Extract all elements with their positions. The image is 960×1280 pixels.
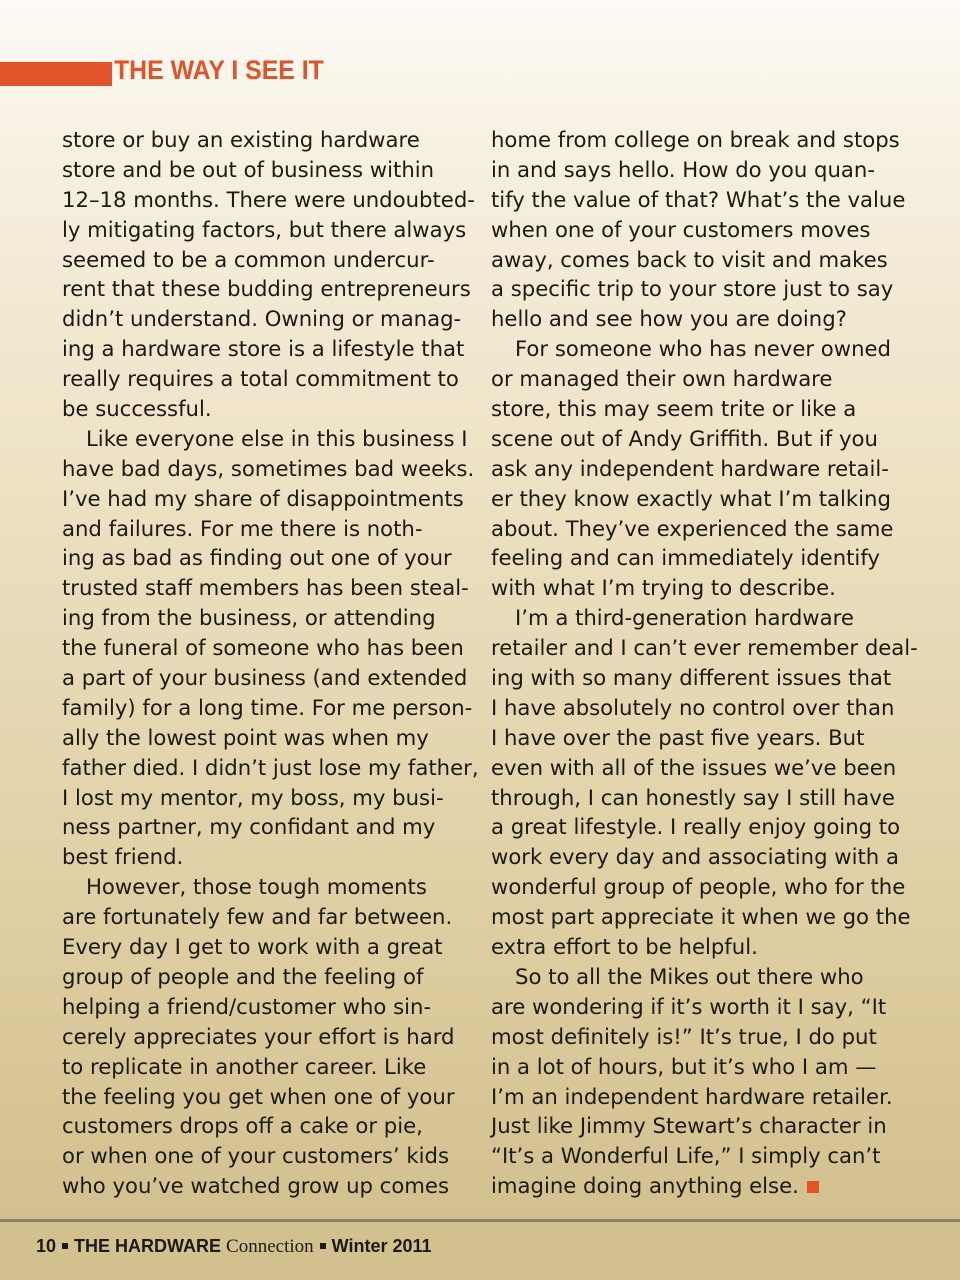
text-line: helping a friend/customer who sin- <box>62 993 432 1019</box>
text-line: ing with so many different issues that <box>491 665 892 691</box>
text-line: Every day I get to work with a great <box>62 934 443 960</box>
publication-name-serif: Connection <box>226 1236 314 1257</box>
text-line: I’m an independent hardware retailer. <box>491 1083 893 1109</box>
text-line: seemed to be a common undercur- <box>62 246 435 272</box>
text-line: ness partner, my confidant and my <box>62 814 436 840</box>
page-number: 10 <box>36 1236 57 1256</box>
paragraph-start-line: However, those tough moments <box>86 874 427 900</box>
text-line: ing as bad as finding out one of your <box>62 545 452 571</box>
paragraph-start-line: For someone who has never owned <box>515 336 892 362</box>
text-line: customers drops off a cake or pie, <box>62 1113 423 1139</box>
text-line: retailer and I can’t ever remember deal- <box>491 635 918 661</box>
text-line: in and says hello. How do you quan- <box>491 156 875 182</box>
text-line: the feeling you get when one of your <box>62 1083 455 1109</box>
text-line: are wondering if it’s worth it I say, “It <box>491 993 887 1019</box>
text-line: are fortunately few and far between. <box>62 904 453 930</box>
paragraph-start-line: I’m a third-generation hardware <box>515 605 854 631</box>
text-line: “It’s a Wonderful Life,” I simply can’t <box>491 1143 881 1169</box>
text-line: work every day and associating with a <box>491 844 899 870</box>
page-footer <box>36 1236 432 1258</box>
section-title: THE WAY I SEE IT <box>114 55 324 85</box>
text-line: a part of your business (and extended <box>62 665 468 691</box>
text-line: or managed their own hardware <box>491 366 833 392</box>
header-accent-bar <box>0 62 112 86</box>
text-line: scene out of Andy Griffith. But if you <box>491 425 878 451</box>
text-line: through, I can honestly say I still have <box>491 784 895 810</box>
text-line: cerely appreciates your effort is hard <box>62 1023 455 1049</box>
text-line: the funeral of someone who has been <box>62 635 464 661</box>
text-line: Just like Jimmy Stewart’s character in <box>491 1113 887 1139</box>
text-line: most part appreciate it when we go the <box>491 904 911 930</box>
text-line: ing a hardware store is a lifestyle that <box>62 336 465 362</box>
text-line: and failures. For me there is noth- <box>62 515 423 541</box>
issue-date: Winter 2011 <box>331 1236 432 1256</box>
text-line: hello and see how you are doing? <box>491 306 847 332</box>
text-line: ask any independent hardware retail- <box>491 455 889 481</box>
text-line: ally the lowest point was when my <box>62 724 429 750</box>
text-line: trusted staff members has been steal- <box>62 575 469 601</box>
text-line: rent that these budding entrepreneurs <box>62 276 471 302</box>
text-line: really requires a total commitment to <box>62 366 459 392</box>
text-line: most definitely is!” It’s true, I do put <box>491 1023 877 1049</box>
text-line: who you’ve watched grow up comes <box>62 1173 450 1199</box>
paragraph-start-line: So to all the Mikes out there who <box>515 963 864 989</box>
last-text-line <box>491 1171 939 1201</box>
text-line: didn’t understand. Owning or manag- <box>62 306 462 332</box>
text-line: about. They’ve experienced the same <box>491 515 894 541</box>
footer-rule <box>0 1219 960 1222</box>
text-line: even with all of the issues we’ve been <box>491 754 897 780</box>
text-line: a specific trip to your store just to say <box>491 276 894 302</box>
text-line: store or buy an existing hardware <box>62 127 420 152</box>
text-line: extra effort to be helpful. <box>491 934 758 960</box>
article-column-right <box>491 125 939 1201</box>
text-line: store, this may seem trite or like a <box>491 396 857 422</box>
text-line: family) for a long time. For me person- <box>62 694 473 720</box>
text-line: have bad days, sometimes bad weeks. <box>62 455 475 481</box>
text-line: er they know exactly what I’m talking <box>491 485 891 511</box>
publication-name: THE HARDWARE <box>74 1236 222 1256</box>
end-of-article-mark <box>807 1181 819 1193</box>
text-line: best friend. <box>62 844 184 870</box>
text-line: I lost my mentor, my boss, my busi- <box>62 784 444 810</box>
text-line: I have absolutely no control over than <box>491 694 895 720</box>
footer-separator-icon <box>62 1243 68 1249</box>
text-line: I have over the past five years. But <box>491 724 865 750</box>
footer-separator-icon <box>320 1243 326 1249</box>
text-line: I’ve had my share of disappointments <box>62 485 464 511</box>
text-line: to replicate in another career. Like <box>62 1053 427 1079</box>
text-line: father died. I didn’t just lose my father, <box>62 754 479 780</box>
text-line: home from college on break and stops <box>491 127 900 152</box>
text-line: wonderful group of people, who for the <box>491 874 906 900</box>
text-line: ing from the business, or attending <box>62 605 436 631</box>
text-line: with what I’m trying to describe. <box>491 575 836 601</box>
article-column-left <box>62 125 510 1201</box>
text-line: be successful. <box>62 396 212 422</box>
text-line-content: imagine doing anything else. <box>491 1173 799 1199</box>
text-line: in a lot of hours, but it’s who I am — <box>491 1053 877 1079</box>
text-line: a great lifestyle. I really enjoy going to <box>491 814 901 840</box>
text-line: feeling and can immediately identify <box>491 545 880 571</box>
text-line: or when one of your customers’ kids <box>62 1143 449 1169</box>
text-line: group of people and the feeling of <box>62 963 424 989</box>
text-line: store and be out of business within <box>62 156 435 182</box>
text-line: 12–18 months. There were undoubted- <box>62 186 475 212</box>
text-line: when one of your customers moves <box>491 216 871 242</box>
text-line: away, comes back to visit and makes <box>491 246 888 272</box>
text-line: ly mitigating factors, but there always <box>62 216 467 242</box>
text-line: tify the value of that? What’s the value <box>491 186 906 212</box>
paragraph-start-line: Like everyone else in this business I <box>86 425 468 451</box>
